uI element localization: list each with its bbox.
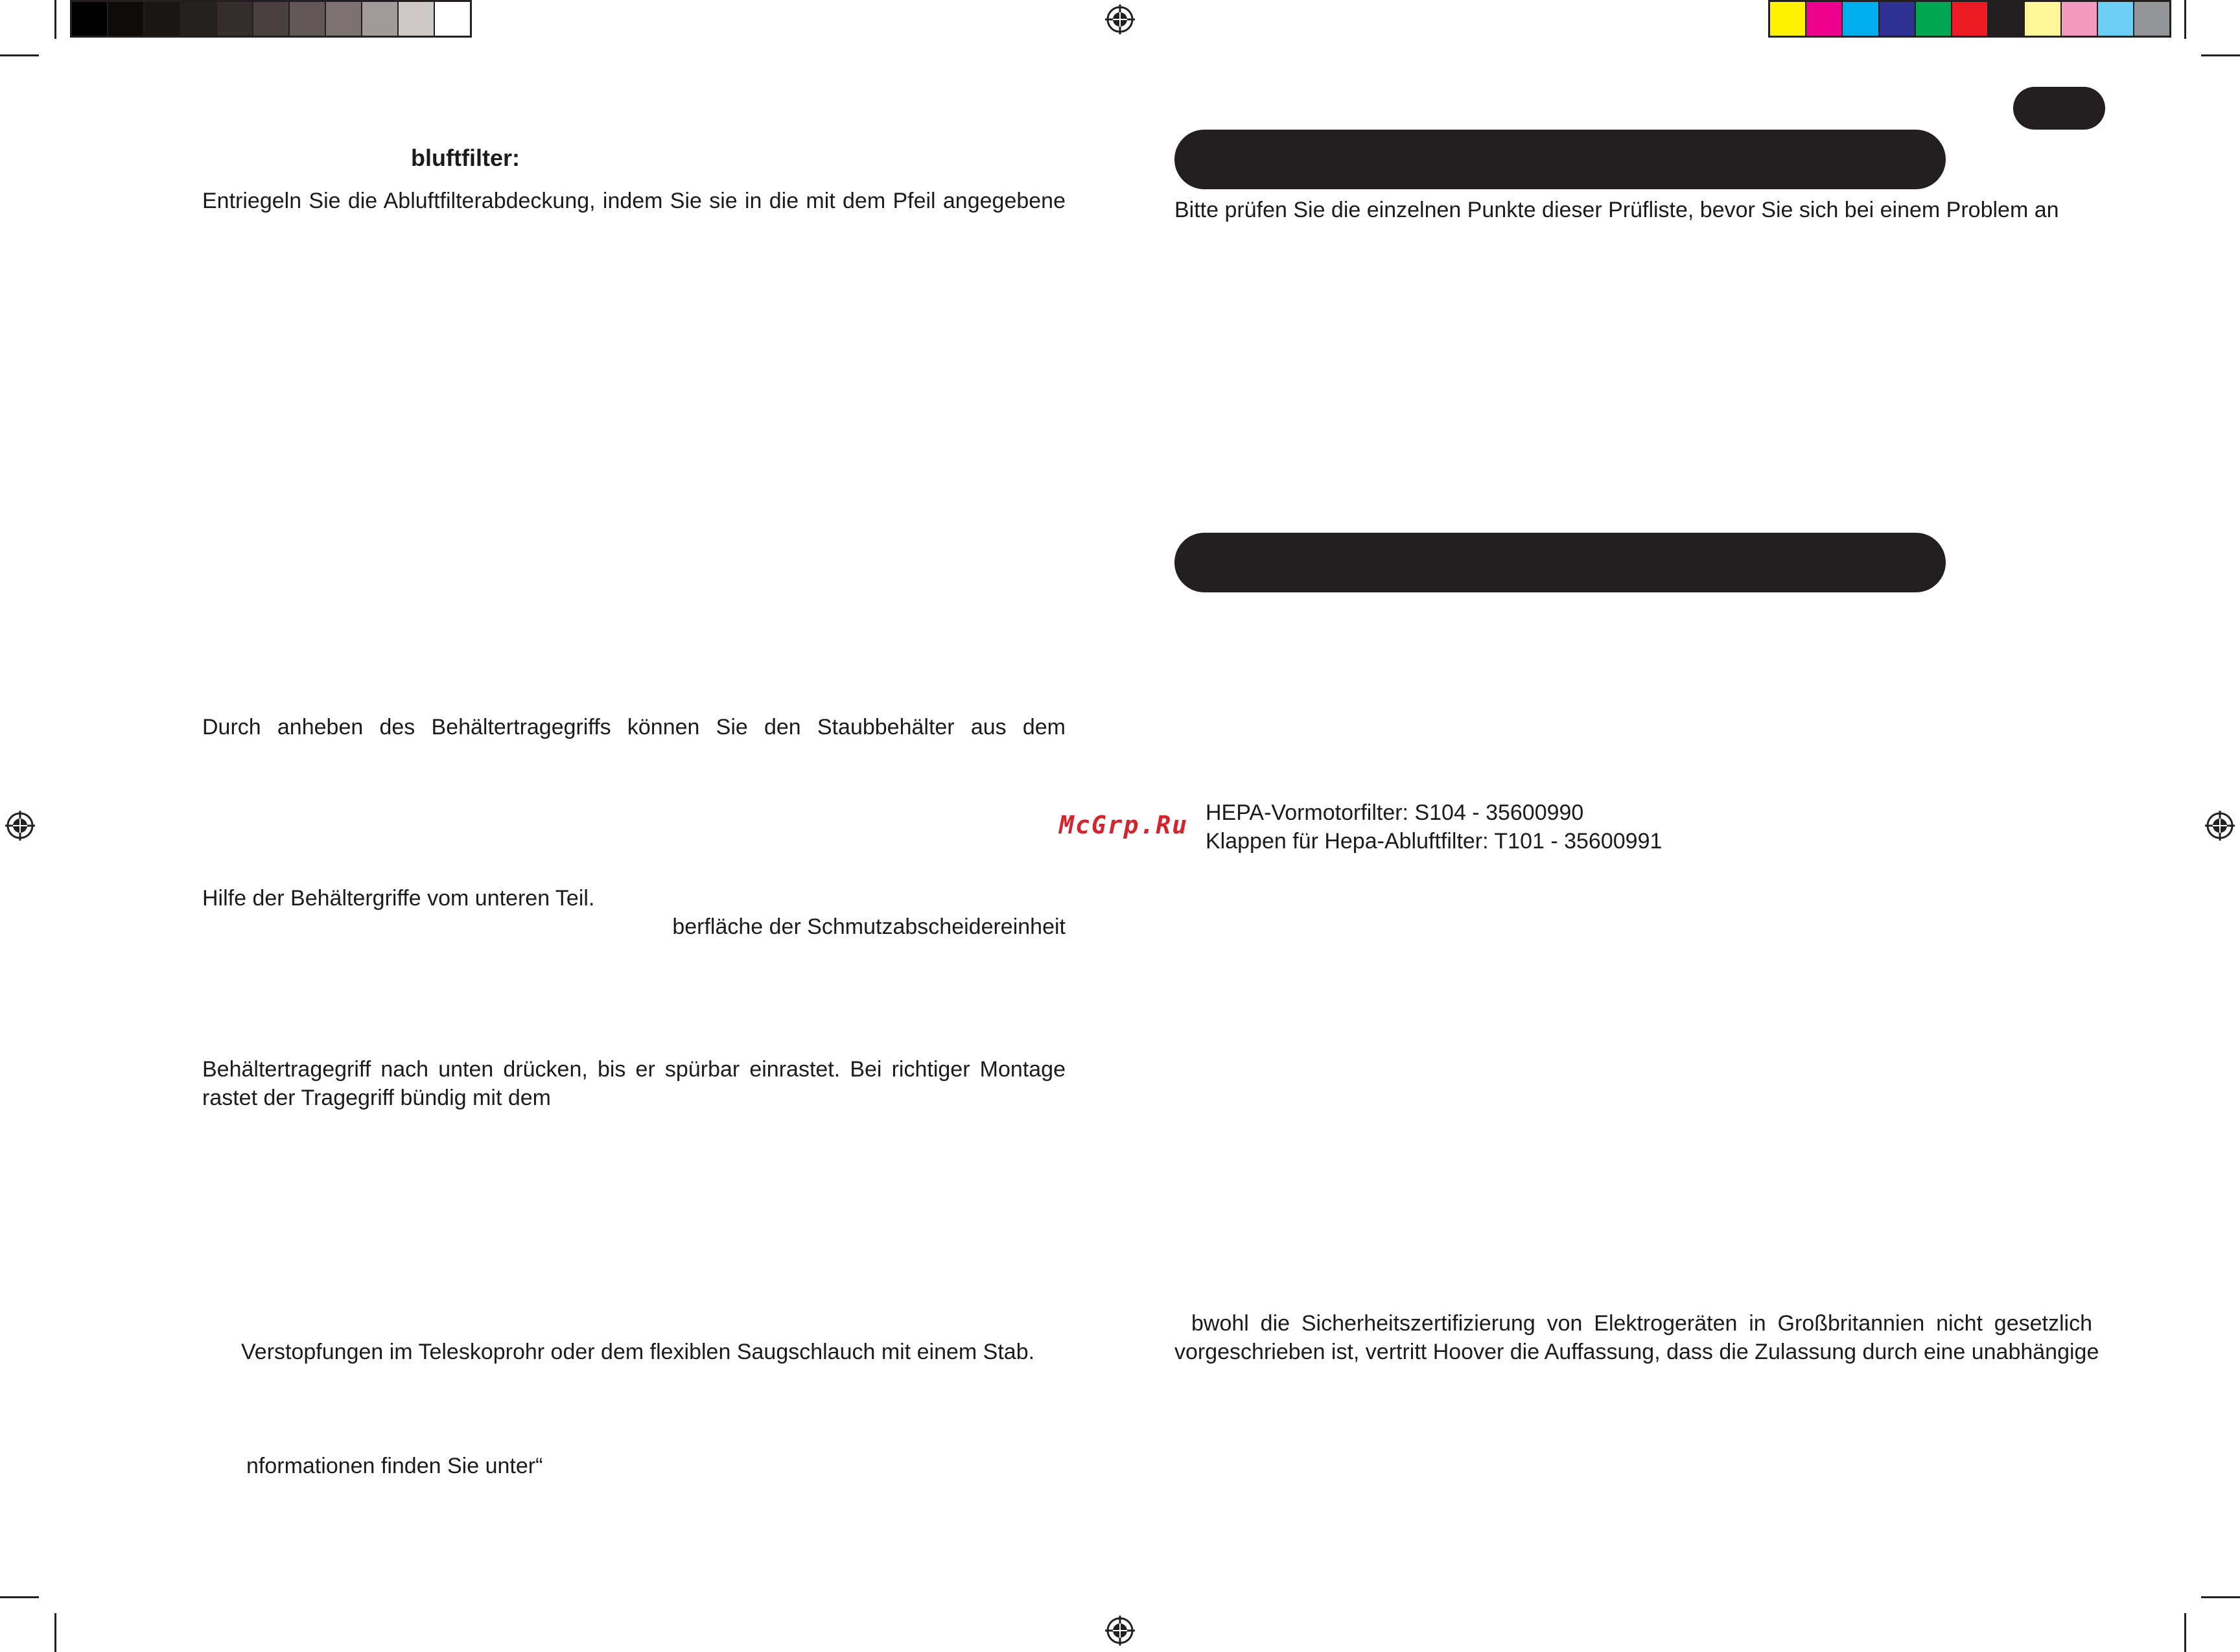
paragraph-separator-surface: berfläche der Schmutzabscheidereinheit [672,914,1066,939]
crop-mark-top-right-vertical [2184,0,2186,39]
color-swatch [1878,2,1915,36]
color-swatch [1915,2,1951,36]
color-swatch [361,2,397,36]
color-swatch [1770,2,1805,36]
parts-list-item: HEPA-Vormotorfilter: S104 - 35600990 [1206,800,1584,825]
color-swatch-strip [1768,0,2171,38]
paragraph-lift-handle: Durch anheben des Behältertragegriffs können Sie den Staubbehälter aus dem [202,715,1066,739]
paragraph-press-handle-line2: rastet der Tragegriff bündig mit dem [202,1086,551,1110]
crop-mark-top-left-horizontal [0,54,39,56]
paragraph-certification-line1: bwohl die Sicherheitszertifizierung von Elektrogeräten in Großbritannien nicht gesetzlich [1191,1311,2092,1336]
crop-mark-bottom-right-vertical [2184,1613,2186,1652]
section-header-bar-troubleshooting [1174,130,1946,189]
crop-mark-bottom-right-horizontal [2201,1596,2240,1598]
color-swatch [180,2,216,36]
paragraph-blockages: Verstopfungen im Teleskoprohr oder dem flexiblen Saugschlauch mit einem Stab. [241,1340,1035,1364]
watermark-logo: McGrp.Ru [1059,811,1189,839]
color-swatch [288,2,325,36]
paragraph-more-info: nformationen finden Sie unter“ [246,1454,543,1478]
color-swatch [325,2,361,36]
color-swatch [434,2,470,36]
color-swatch [1841,2,1878,36]
color-swatch [1987,2,2024,36]
crosshair-target-icon [2205,811,2235,841]
crosshair-target-icon [5,811,35,841]
color-swatch [2097,2,2133,36]
color-swatch [2133,2,2169,36]
color-swatch [216,2,252,36]
paragraph-checklist-intro: Bitte prüfen Sie die einzelnen Punkte dieser Prüfliste, bevor Sie sich bei einem Problem an [1174,198,2059,222]
section-heading-exhaust-filter: bluftfilter: [411,145,520,171]
crop-mark-bottom-left-horizontal [0,1596,39,1598]
paragraph-container-grips: Hilfe der Behältergriffe vom unteren Teil. [202,886,595,911]
color-swatch [1805,2,1841,36]
color-swatch [2060,2,2097,36]
parts-list-item: Klappen für Hepa-Abluftfilter: T101 - 35600991 [1206,829,1662,854]
color-swatch [397,2,434,36]
paragraph-certification-line2: vorgeschrieben ist, vertritt Hoover die Auffassung, dass die Zulassung durch eine unabhängige [1174,1340,2099,1364]
paragraph-unlock-cover: Entriegeln Sie die Abluftfilterabdeckung, indem Sie sie in die mit dem Pfeil angegebene [202,189,1066,213]
section-header-bar-spare-parts [1174,533,1946,592]
grayscale-swatch-strip [70,0,472,38]
crop-mark-bottom-left-vertical [54,1613,56,1652]
color-swatch [2024,2,2060,36]
paragraph-press-handle-line1: Behältertragegriff nach unten drücken, bis er spürbar einrastet. Bei richtiger Montage [202,1057,1066,1082]
page-number-pill [2013,87,2105,130]
color-swatch [143,2,180,36]
color-swatch [1951,2,1987,36]
color-swatch [107,2,143,36]
crop-mark-top-left-vertical [54,0,56,39]
crosshair-target-icon [1105,1616,1135,1646]
crosshair-target-icon [1105,5,1135,34]
crop-mark-top-right-horizontal [2201,54,2240,56]
color-swatch [252,2,288,36]
color-swatch [72,2,107,36]
